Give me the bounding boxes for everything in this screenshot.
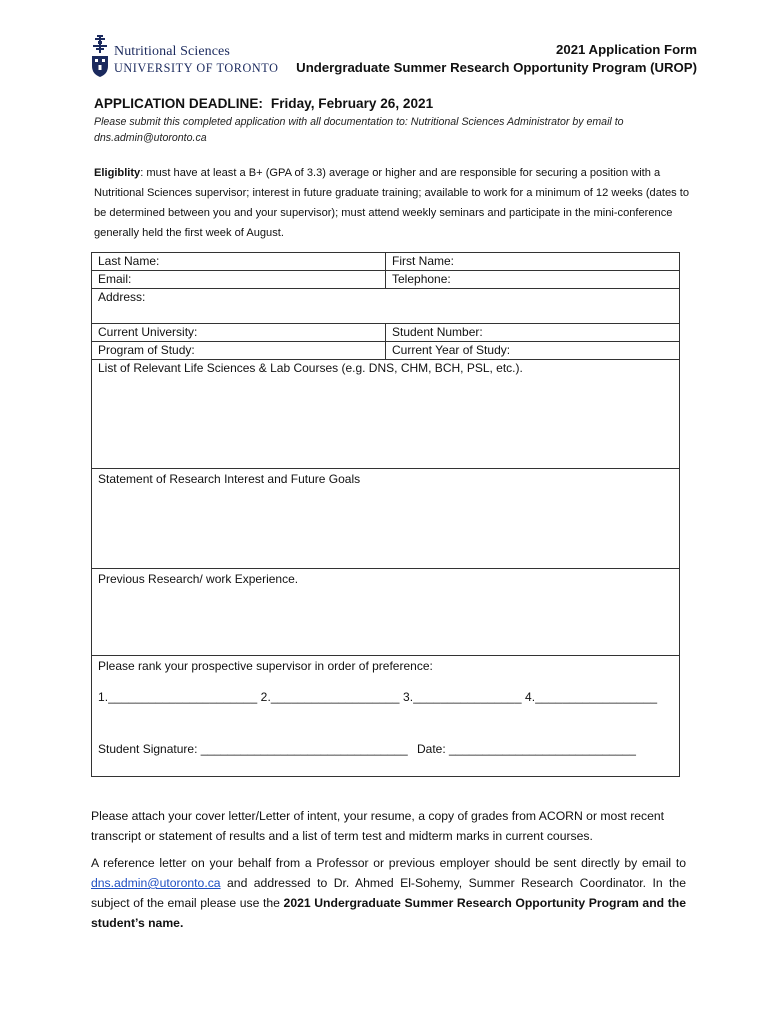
email-field[interactable] xyxy=(92,271,386,289)
date-field[interactable]: Date: ____________________________ xyxy=(416,742,636,756)
application-deadline xyxy=(94,96,433,111)
reference-instructions xyxy=(91,853,686,933)
signature-field[interactable]: Student Signature: _______________________________ xyxy=(98,742,408,756)
current-year-label: Current Year of Study: xyxy=(392,343,511,357)
crest-icon xyxy=(90,34,110,78)
current-university-label: Current University: xyxy=(98,325,198,339)
first-name-label: First Name: xyxy=(392,254,455,268)
last-name-label: Last Name: xyxy=(98,254,160,268)
first-name-field[interactable] xyxy=(386,253,680,271)
admin-email-link[interactable]: dns.admin@utoronto.ca xyxy=(91,876,221,890)
signature-row xyxy=(98,741,673,758)
student-number-field[interactable] xyxy=(386,324,680,342)
previous-research-label: Previous Research/ work Experience. xyxy=(98,572,299,586)
email-label: Email: xyxy=(98,272,132,286)
university-name: UNIVERSITY OF TORONTO xyxy=(114,61,279,75)
form-title: 2021 Application Form xyxy=(556,42,697,57)
current-university-field[interactable] xyxy=(92,324,386,342)
email-subject-instruction: 2021 Undergraduate Summer Research Opportunity Program and the student’s name. xyxy=(91,896,686,930)
address-field[interactable] xyxy=(92,289,680,324)
courses-field[interactable] xyxy=(92,360,680,469)
department-name: Nutritional Sciences xyxy=(114,44,230,59)
current-year-field[interactable] xyxy=(386,342,680,360)
address-label: Address: xyxy=(98,290,146,304)
eligibility-label: Eligiblity xyxy=(94,167,141,179)
eligibility-text: : must have at least a B+ (GPA of 3.3) average or higher and are responsible for securing a position with a Nutritional Sciences supervisor; interest in future graduate training; available to work for a minimum of 12 weeks (dates to be determined between you and your supervisor); must attend weekly seminars and participate in the mini-conference generally held the first week of August. xyxy=(94,167,690,239)
form-header xyxy=(296,41,697,77)
deadline-label: APPLICATION DEADLINE: xyxy=(94,96,263,111)
deadline-date: Friday, February 26, 2021 xyxy=(270,96,434,111)
previous-research-field[interactable] xyxy=(92,569,680,656)
program-of-study-field[interactable] xyxy=(92,342,386,360)
submit-note: Please submit this completed application with all documentation to: Nutritional Sciences Administrator by email to dns.admin@utoronto.ca xyxy=(94,116,624,144)
research-statement-field[interactable] xyxy=(92,469,680,569)
eligibility-paragraph xyxy=(94,163,694,243)
supervisor-ranking-section xyxy=(92,656,680,777)
student-number-label: Student Number: xyxy=(392,325,483,339)
research-statement-label: Statement of Research Interest and Future Goals xyxy=(98,472,361,486)
rank-lines[interactable]: 1.______________________ 2.___________________ 3.________________ 4.__________________ xyxy=(98,690,658,704)
rank-prompt: Please rank your prospective supervisor in order of preference: xyxy=(98,659,433,673)
application-form-table xyxy=(91,252,680,777)
telephone-label: Telephone: xyxy=(392,272,451,286)
courses-label: List of Relevant Life Sciences & Lab Courses (e.g. DNS, CHM, BCH, PSL, etc.). xyxy=(98,361,523,375)
program-of-study-label: Program of Study: xyxy=(98,343,195,357)
reference-text-2: and addressed to Dr. Ahmed El-Sohemy, Summer Research Coordinator. In the subject of the email please use the xyxy=(91,876,686,910)
program-title: Undergraduate Summer Research Opportunity Program (UROP) xyxy=(296,60,697,75)
university-logo xyxy=(90,34,290,80)
reference-text-1: A reference letter on your behalf from a Professor or previous employer should be sent directly by email to xyxy=(91,856,686,870)
telephone-field[interactable] xyxy=(386,271,680,289)
last-name-field[interactable] xyxy=(92,253,386,271)
attachment-instructions: Please attach your cover letter/Letter of intent, your resume, a copy of grades from ACORN or most recent transcript or statement of results and a list of term test and midterm marks in current courses. xyxy=(91,809,665,843)
